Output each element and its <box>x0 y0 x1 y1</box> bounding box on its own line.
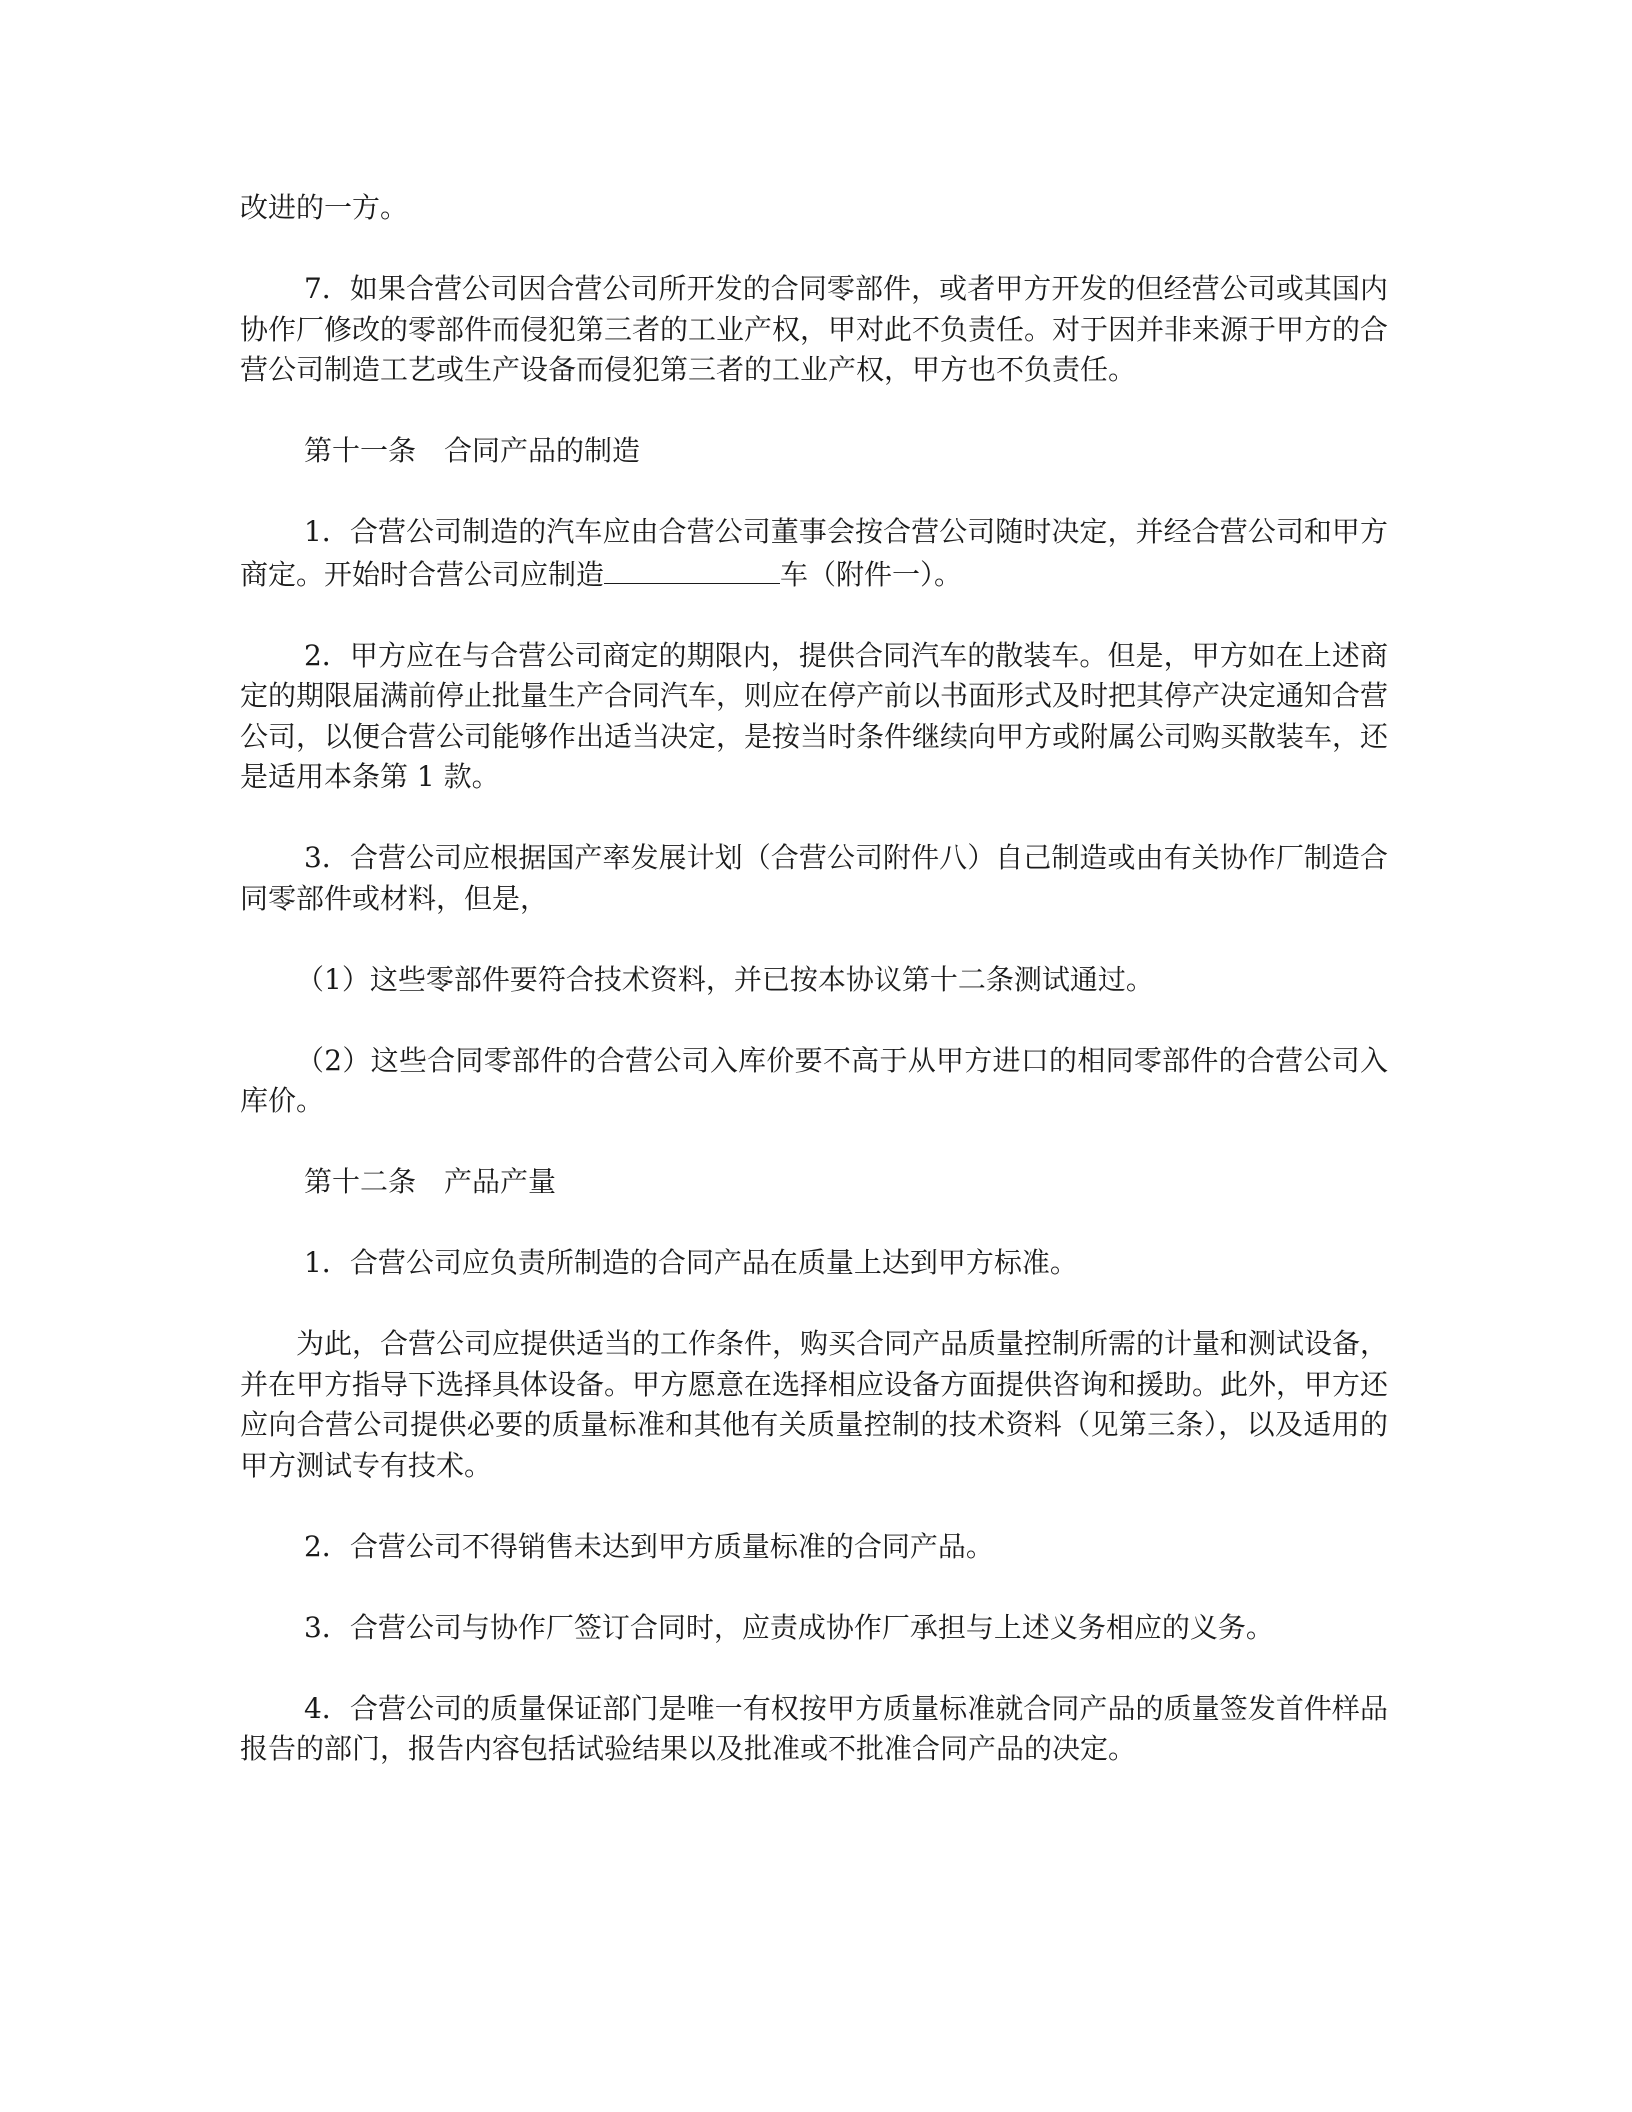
paragraph-continuation: 改进的一方。 <box>240 191 409 224</box>
paragraph-art11-sub-2: （2）这些合同零部件的合营公司入库价要不高于从甲方进口的相同零部件的合营公司入库价。 <box>240 1043 1388 1117</box>
article-11-heading: 第十一条 合同产品的制造 <box>304 434 641 467</box>
fill-in-blank[interactable] <box>604 553 780 584</box>
paragraph-art11-item-1 <box>240 512 1388 595</box>
document-body <box>240 188 1388 1810</box>
item-1-text-end: 车（附件一）。 <box>780 557 963 591</box>
paragraph-art12-item-2: 2．合营公司不得销售未达到甲方质量标准的合同产品。 <box>304 1529 994 1563</box>
item-1-text: 1．合营公司制造的汽车应由合营公司董事会按合营公司随时决定，并经合营公司和甲方商定。开始时合营公司应制造 <box>240 515 1388 591</box>
paragraph-clause-7: 7．如果合营公司因合营公司所开发的合同零部件，或者甲方开发的但经营公司或其国内协作厂修改的零部件而侵犯第三者的工业产权，甲对此不负责任。对于因并非来源于甲方的合营公司制造工艺或生产设备而侵犯第三者的工业产权，甲方也不负责任。 <box>240 272 1389 386</box>
paragraph-art12-item-3: 3．合营公司与协作厂签订合同时，应责成协作厂承担与上述义务相应的义务。 <box>304 1610 1274 1644</box>
paragraph-art11-item-2: 2．甲方应在与合营公司商定的期限内，提供合同汽车的散装车。但是，甲方如在上述商定的期限届满前停止批量生产合同汽车，则应在停产前以书面形式及时把其停产决定通知合营公司，以便合营公司能够作出适当决定，是按当时条件继续向甲方或附属公司购买散装车，还是适用本条第 1 款。 <box>240 638 1389 793</box>
paragraph-art12-item-1: 1．合营公司应负责所制造的合同产品在质量上达到甲方标准。 <box>304 1246 1078 1279</box>
article-12-heading: 第十二条 产品产量 <box>304 1165 557 1198</box>
paragraph-art12-detail: 为此，合营公司应提供适当的工作条件，购买合同产品质量控制所需的计量和测试设备，并在甲方指导下选择具体设备。甲方愿意在选择相应设备方面提供咨询和援助。此外，甲方还应向合营公司提供必要的质量标准和其他有关质量控制的技术资料（见第三条），以及适用的甲方测试专有技术。 <box>240 1327 1389 1482</box>
paragraph-art12-item-4: 4．合营公司的质量保证部门是唯一有权按甲方质量标准就合同产品的质量签发首件样品报告的部门，报告内容包括试验结果以及批准或不批准合同产品的决定。 <box>240 1691 1388 1765</box>
paragraph-art11-item-3: 3．合营公司应根据国产率发展计划（合营公司附件八）自己制造或由有关协作厂制造合同零部件或材料，但是， <box>240 841 1388 915</box>
paragraph-art11-sub-1: （1）这些零部件要符合技术资料，并已按本协议第十二条测试通过。 <box>296 962 1154 996</box>
